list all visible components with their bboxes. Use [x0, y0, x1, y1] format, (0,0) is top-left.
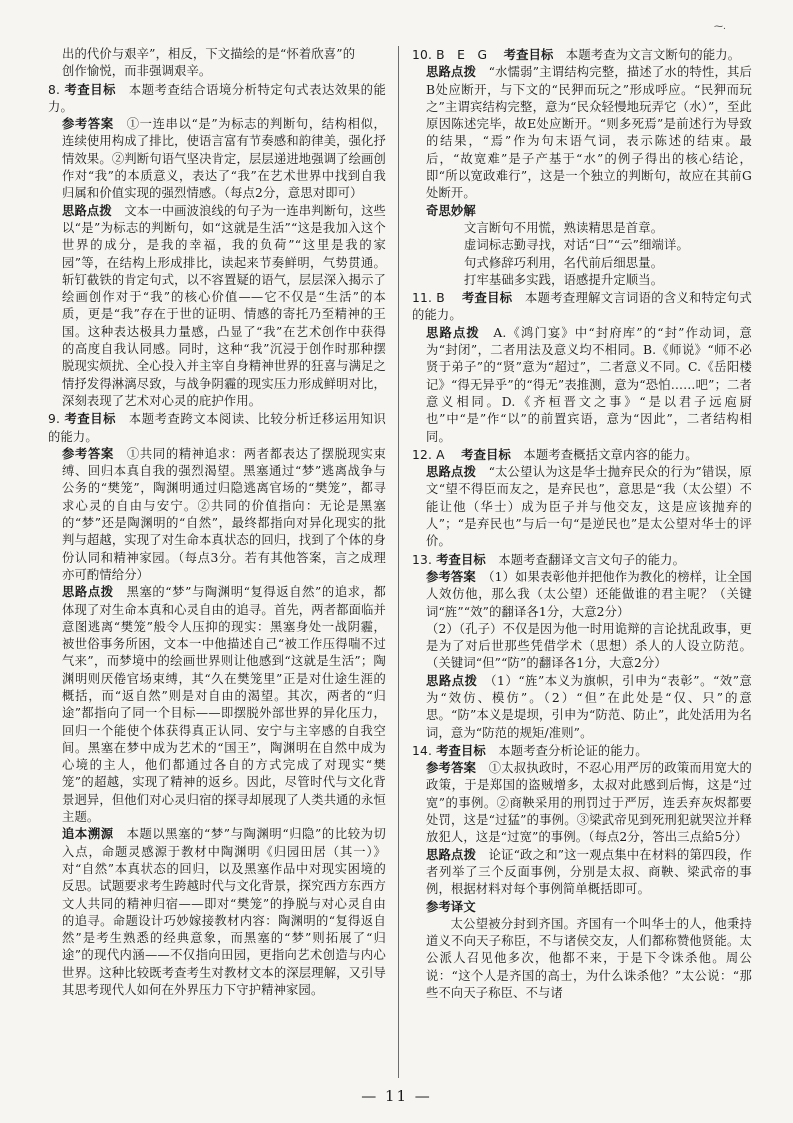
- q8-number: 8.: [48, 82, 61, 97]
- q12-number: 12. A: [412, 447, 445, 462]
- q13-hint-label: 思路点拨: [426, 673, 478, 688]
- corner-mark: ⁓.: [714, 22, 726, 32]
- q10-tip-line-3: 句式修辞巧利用，名代前后细思量。: [464, 255, 664, 270]
- q14-translation-text: 太公望被分封到齐国。齐国有一个叫华士的人，他秉持道义不向天子称臣，不与诸侯交友，人们都称赞他贤能。太公派人召见他多次，他都不来，于是下令诛杀他。周公说：“这个人是齐国的高士，为什么诛杀他？”太公说：“那些不向天子称臣、不与诸: [426, 916, 752, 1001]
- question-10: [412, 47, 752, 289]
- q12-hint-label: 思路点拨: [426, 465, 477, 480]
- q10-hint-text: “水懦弱”主谓结构完整，描述了水的特性，其后B处应断开，与下文的“民狎而玩之”形成呼应。“民狎而玩之”主谓宾结构完整，意为“民众轻慢地玩弄它（水）”，至此原因陈述完毕，故E处应断开。“则多死焉”是前述行为导致的结果，“焉”作为句末语气词，表示陈述的结束。最后，“故宽难”是子产基于“水”的例子得出的核心结论，即“所以宽政难行”，这是一个独立的判断句，故应在其前G处断开。: [426, 65, 753, 201]
- q9-answer-label: 参考答案: [62, 446, 114, 461]
- column-divider: [398, 46, 399, 1078]
- q8-answer-label: 参考答案: [62, 117, 114, 132]
- q12-hint-text: “太公望认为这是华士抛弃民众的行为”错误，原文“望不得臣而友之，是弃民也”，意思是“我（太公望）不能让他（华士）成为臣子并与他交友，这是应该抛弃的人”；“是弃民也”与后一句“是逆民也”是太公望对华士的评价。: [426, 465, 753, 549]
- q10-goal-label: 考查目标: [503, 48, 554, 62]
- q12-goal-text: 本题考查概括文章内容的能力。: [523, 447, 698, 462]
- question-12: [412, 447, 752, 551]
- q14-number: 14.: [412, 743, 433, 758]
- q8-hint-label: 思路点拨: [62, 203, 112, 218]
- q11-hint-label: 思路点拨: [426, 325, 480, 340]
- continued-line-1: 出的代价与艰辛”，相反，下文描绘的是“怀着欣喜”的: [62, 47, 356, 61]
- q12-goal-label: 考查目标: [461, 447, 511, 462]
- q14-hint-label: 思路点拨: [426, 847, 477, 862]
- q11-number: 11. B: [412, 291, 445, 306]
- q8-goal-text: 本题考查结合语境分析特定句式表达效果的能力。: [48, 82, 386, 114]
- question-14: [412, 743, 752, 1002]
- q10-number: 10. B E G: [412, 48, 488, 62]
- q13-goal-text: 本题考查翻译文言文句子的能力。: [498, 552, 686, 567]
- q8-hint-text: 文本一中画波浪线的句子为一连串判断句，这些以“是”为标志的判断句，如“这就是生活”“这是我加入这个世界的成分，是我的幸福，我的负荷”“这里是我的家园”等，在结构上形成排比，读起来节奏鲜明，气势贯通。斩钉截铁的肯定句式，以不容置疑的语气，层层深入揭示了绘画创作对于“我”的核心价值——它不仅是“生活”的本质，更是“我”存在于世的证明、情感的寄托乃至精神的王国。这种表达极具力量感，凸显了“我”在艺术创作中获得的高度自我认同感。同时，这种“我”沉浸于创作时那种摆脱现实烦扰、全心投入并主宰自身精神世界的狂喜与满足之情抒发得淋漓尽致，与战争阴霾的现实压力形成鲜明对比，深刻表现了艺术对心灵的庇护作用。: [62, 203, 387, 408]
- page-number: — 11 —: [361, 1087, 432, 1105]
- q10-tip-line-4: 打牢基础多实践，语感提升定顺当。: [464, 272, 664, 287]
- q13-goal-label: 考查目标: [436, 552, 486, 567]
- q11-hint-text: A.《鸿门宴》中“封府库”的“封”作动词，意为“封闭”，二者用法及意义均不相同。B.《师说》“师不必贤于弟子”的“贤”意为“超过”，二者意义不同。C.《岳阳楼记》“得无异乎”的“得无”表推测，意为“恐怕……吧”；二者意义相同。D.《齐桓晋文之事》“是以君子远庖厨也”中“是”作“以”的前置宾语，意为“因此”，二者结构相同。: [426, 325, 752, 444]
- q14-answer-label: 参考答案: [426, 761, 477, 776]
- q14-translation-label: 参考译文: [426, 899, 476, 914]
- q10-goal-text: 本题考查为文言文断句的能力。: [565, 48, 741, 62]
- q10-tip-line-1: 文言断句不用慌，熟读精思是首章。: [464, 220, 664, 235]
- q9-trace-label: 追本溯源: [62, 827, 114, 842]
- continued-line-2: 创作愉悦，而非强调艰辛。: [62, 64, 212, 79]
- q9-answer-text: ①共同的精神追求：两者都表达了摆脱现实束缚、回归本真自我的强烈渴望。黑塞通过“梦”逃离战争与公务的“樊笼”，陶渊明通过归隐逃离官场的“樊笼”，都寻求心灵的自由与安宁。②共同的价值指向：无论是黑塞的“梦”还是陶渊明的“自然”，最终都指向对异化现实的批判与超越，实现了对生命本真状态的回归，找到了个体的身份认同和精神家园。（每点3分。若有其他答案，言之成理亦可酌情给分）: [62, 446, 386, 582]
- q14-answer-text: ①太叔执政时，不忍心用严厉的政策而用宽大的政策，于是郑国的盗贼增多，太叔对此感到后悔，这是“过宽”的事例。②商鞅采用的刑罚过于严厉，连丢弃灰烬都要处罚，这是“过猛”的事例。③梁武帝见到死刑犯就哭泣并释放犯人，这是“过宽”的事例。（每点2分，答出三点給5分）: [426, 761, 752, 845]
- q13-answer-label: 参考答案: [426, 569, 476, 584]
- q13-number: 13.: [412, 552, 433, 567]
- question-11: [412, 290, 752, 446]
- q9-hint-text: 黑塞的“梦”与陶渊明“复得返自然”的追求，都体现了对生命本真和心灵自由的追寻。首先，两者都面临并意图逃离“樊笼”般令人压抑的现实：黑塞身处一战阴霾，被世俗事务所困，文本一中他描述自己“被工作压得喘不过气来”，而梦境中的绘画世界则让他感到“这就是生活”；陶渊明则厌倦官场束缚，其“久在樊笼里”正是对仕途生涯的概括，而“返自然”则是对自由的渴望。其次，两者的“归途”都指向了同一个目标——即摆脱外部世界的异化压力，回归一个能使个体获得真正认同、安宁与主宰感的自我空间。黑塞在梦中成为艺术的“国王”，陶渊明在自然中成为心境的主人，他们都通过各自的方式完成了对现实“樊笼”的超越，实现了精神的返乡。因此，尽管时代与文化背景迥异，但他们对心灵归宿的探寻却展现了人类共通的永恒主题。: [62, 585, 387, 825]
- q13-answer-text-2: （2）（孔子）不仅是因为他一时用诡辩的言论扰乱政事，更是为了对后世那些凭借学术（思想）杀人的人设立防范。（关键词“但”“防”的翻译各1分，大意2分）: [426, 621, 752, 671]
- q10-tips-label: 奇思妙解: [426, 203, 476, 218]
- question-9: [48, 411, 386, 999]
- q9-number: 9.: [48, 412, 61, 427]
- q10-tip-line-2: 虚词标志勤寻找，对话“曰”“云”细端详。: [464, 238, 689, 253]
- q9-goal-label: 考查目标: [64, 412, 117, 427]
- q8-goal-label: 考查目标: [64, 82, 117, 97]
- left-column: [48, 46, 386, 999]
- q9-goal-text: 本题考查跨文本阅读、比较分析迁移运用知识的能力。: [48, 412, 386, 444]
- q8-answer-text: ①一连串以“是”为标志的判断句，结构相似，连续使用构成了排比，使语言富有节奏感和韵律美，强化抒情效果。②判断句语气坚决肯定，层层递进地强调了绘画创作对“我”的本质意义，表达了“我”在艺术世界中找到自我归属和价值实现的强烈情感。（每点2分，意思对即可）: [62, 117, 386, 201]
- q14-goal-text: 本题考查分析论证的能力。: [498, 743, 648, 758]
- question-13: [412, 552, 752, 742]
- q13-answer-text: （1）如果表彰他并把他作为教化的榜样，让全国人效仿他，那么我（太公望）还能做谁的君主呢？（关键词“旌”“效”的翻译各1分，大意2分）: [426, 569, 752, 619]
- question-8: [48, 82, 386, 411]
- q9-hint-label: 思路点拨: [62, 585, 114, 600]
- q14-goal-label: 考查目标: [436, 743, 486, 758]
- q13-hint-text: （1）“旌”本义为旗帜，引申为“表彰”。“效”意为“效仿、模仿”。（2）“但”在此处是“仅、只”的意思。“防”本义是堤坝，引申为“防范、防止”，此处活用为名词，意为“防范的规矩/准则”。: [426, 673, 752, 740]
- q11-goal-text: 本题考查理解文言词语的含义和特定句式的能力。: [412, 291, 752, 323]
- q14-hint-text: 论证“政之和”这一观点集中在材料的第四段，作者列举了三个反面事例，分别是太叔、商鞅、梁武帝的事例，根据材料对每个事例简单概括即可。: [426, 847, 753, 897]
- q11-goal-label: 考查目标: [461, 291, 513, 306]
- q10-hint-label: 思路点拨: [426, 65, 477, 80]
- right-column: [412, 46, 752, 1002]
- q9-trace-text: 本题以黑塞的“梦”与陶渊明“归隐”的比较为切入点，命题灵感源于教材中陶渊明《归园田居（其一）》对“自然”本真状态的回归，以及黑塞作品中对现实困境的反思。试题要求考生跨越时代与文化背景，探究西方东西方文人共同的精神归宿——即对“樊笼”的挣脱与对心灵自由的追寻。命题设计巧妙嫁接教材内容：陶渊明的“复得返自然”是考生熟悉的经典意象，而黑塞的“梦”则拓展了“归途”的现代内涵——不仅指向田园，更指向艺术创造与内心世界。这种比较既考查考生对教材文本的深层理解，又引导其思考现代人如何在外界压力下守护精神家园。: [62, 827, 387, 998]
